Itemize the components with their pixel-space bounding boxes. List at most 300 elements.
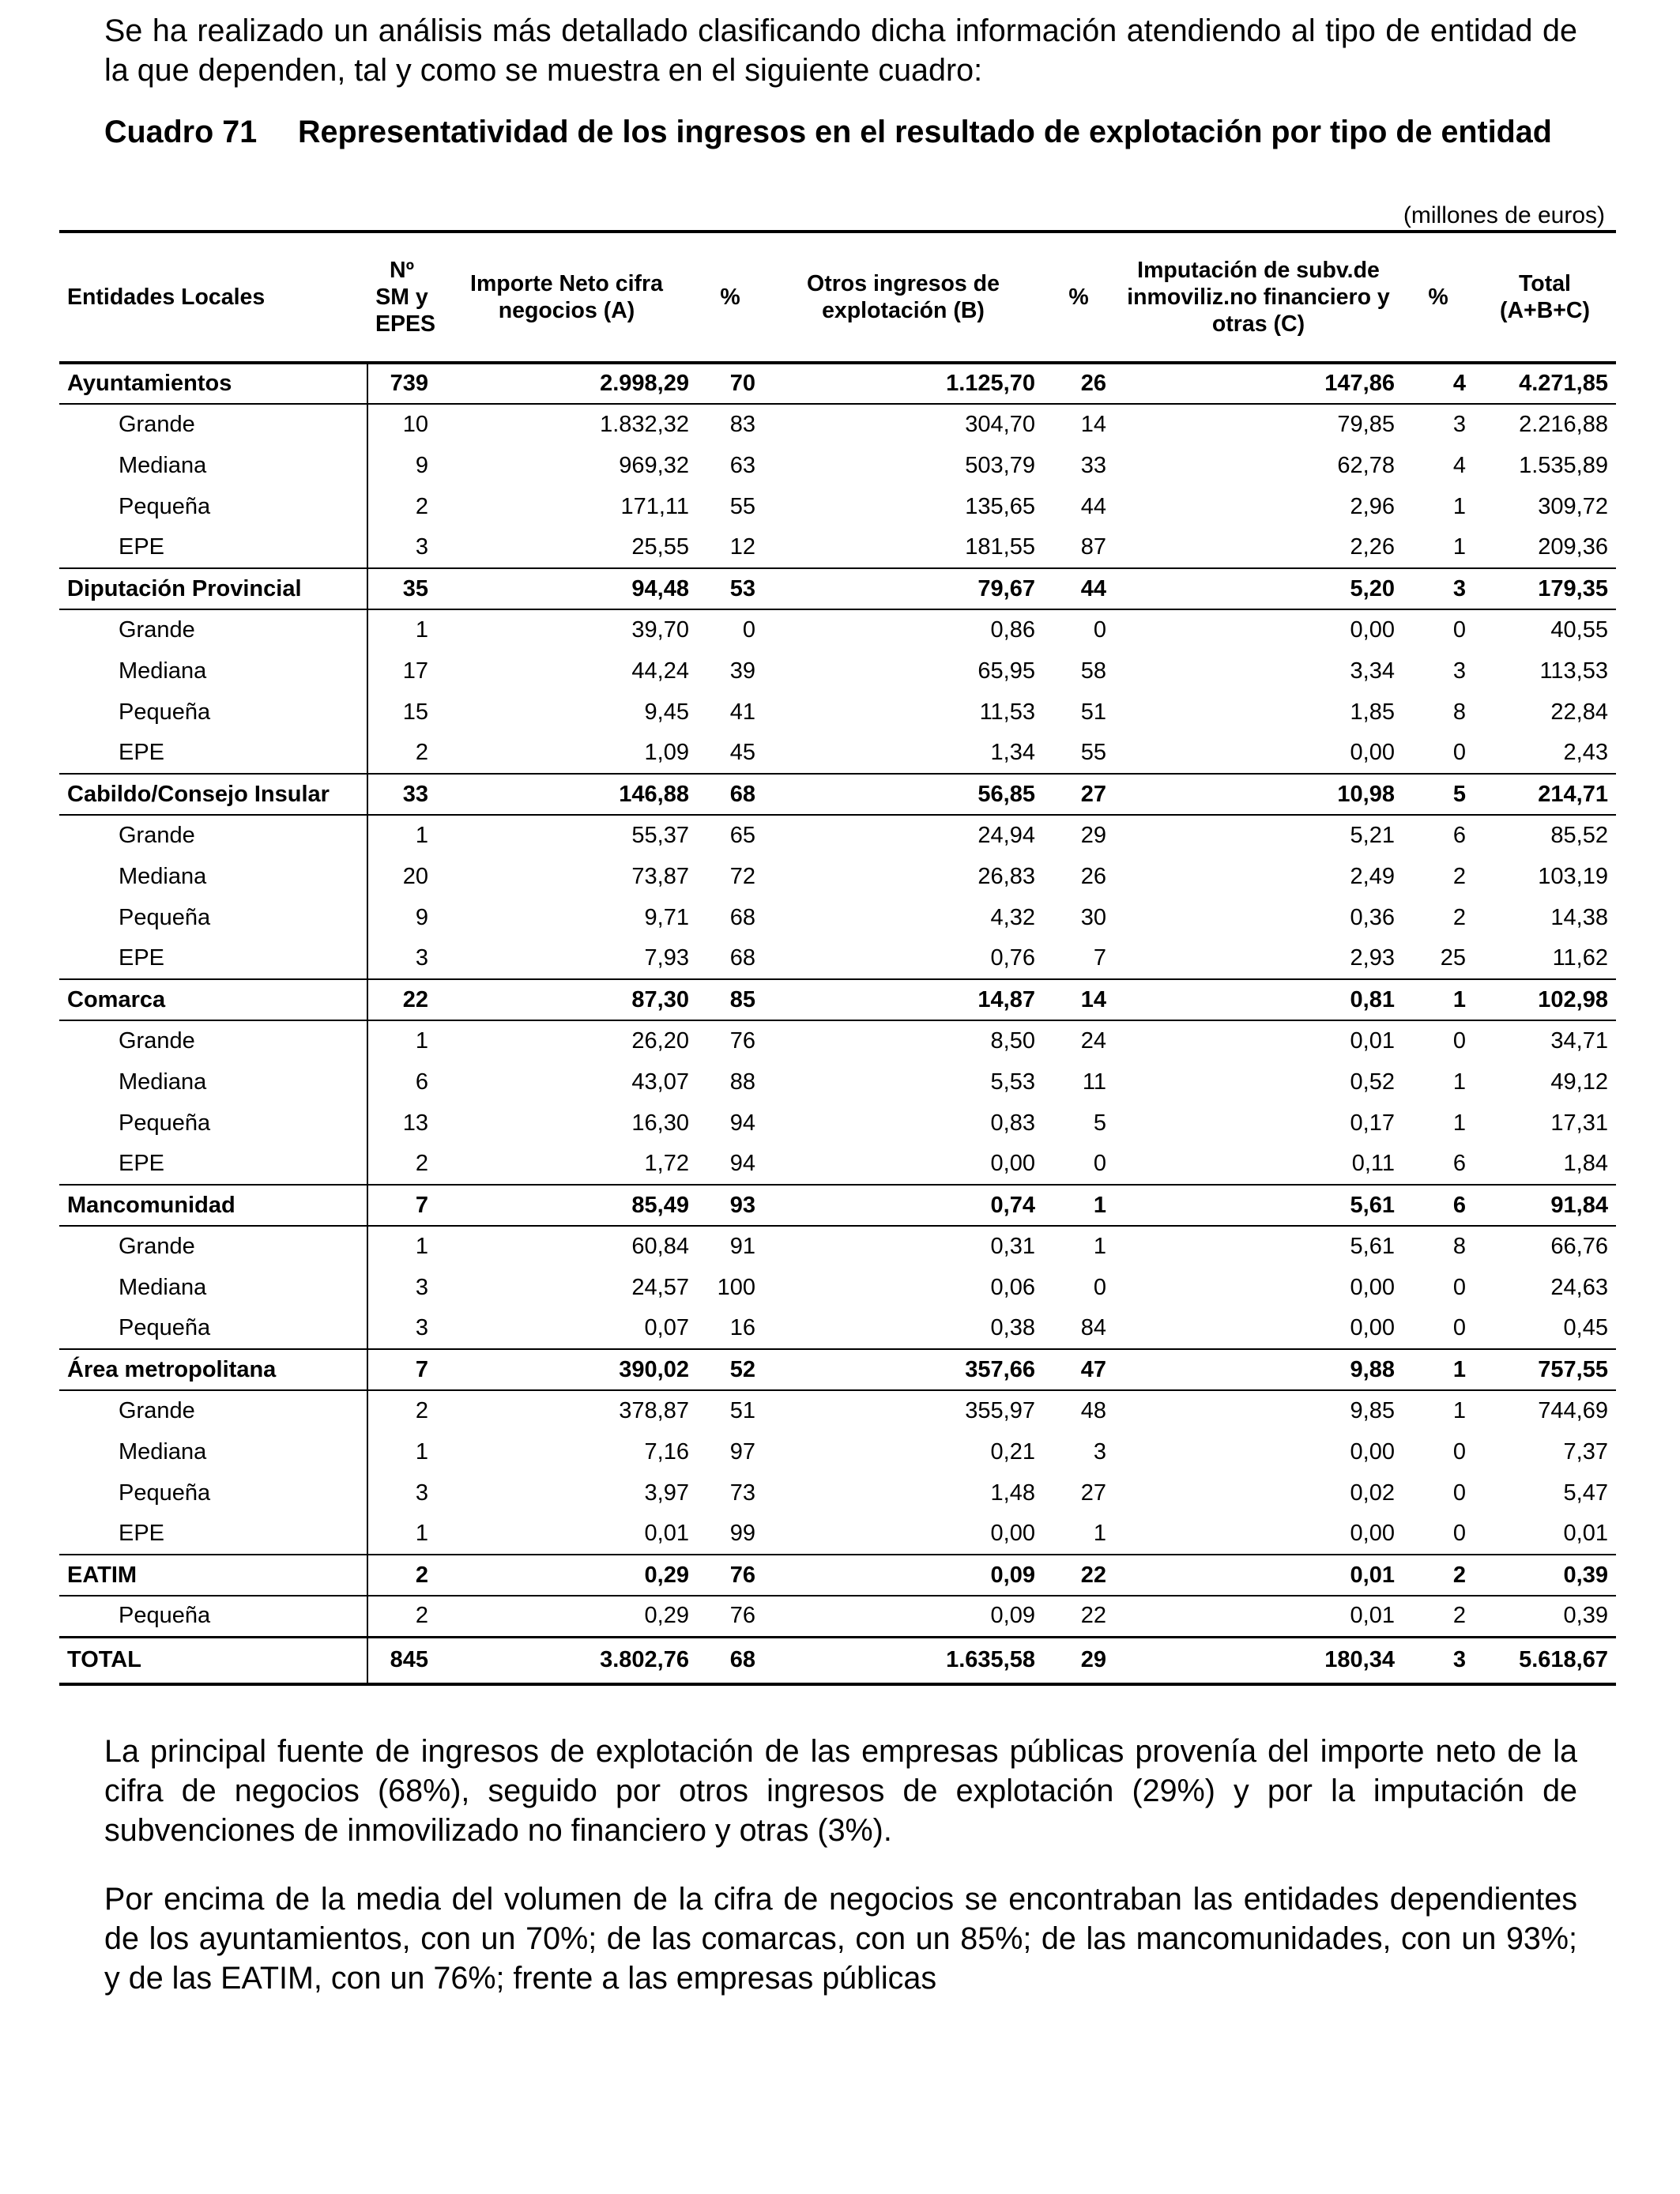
cell-num-sm: 2 [415, 1151, 428, 1176]
cell-pct-b: 22 [1080, 1603, 1106, 1629]
cell-total: 1,84 [1563, 1151, 1608, 1176]
cell-importe-neto: 7,16 [644, 1438, 689, 1465]
header-num-sm: Nº SM y EPES [367, 232, 436, 363]
cell-importe-neto: 73,87 [631, 863, 689, 889]
cell-total: 0,45 [1563, 1315, 1608, 1340]
cell-pct-b: 27 [1043, 774, 1114, 815]
cell-importe-neto: 60,84 [631, 1234, 689, 1259]
cell-pct-a: 65 [729, 823, 755, 848]
cell-imputacion: 5,20 [1114, 568, 1403, 609]
cell-pct-c: 2 [1403, 1555, 1474, 1596]
header-otros-ingresos: Otros ingresos de explotación (B) [763, 232, 1043, 363]
cell-entity-label: Mediana [59, 856, 367, 897]
cell-total: 7,37 [1563, 1438, 1608, 1465]
cell-pct-c: 3 [1403, 1637, 1474, 1684]
cell-pct-c: 1 [1452, 493, 1466, 519]
table-row [59, 1020, 1616, 1061]
table-row [59, 527, 1616, 568]
cell-pct-a: 76 [729, 1028, 755, 1054]
cell-pct-a: 85 [697, 979, 763, 1020]
cell-pct-c: 3 [1452, 658, 1466, 684]
table-row [59, 1061, 1616, 1103]
cell-importe-neto: 43,07 [631, 1069, 689, 1095]
cell-otros-ingresos: 56,85 [763, 774, 1043, 815]
cell-pct-a: 55 [729, 493, 755, 519]
table-row [59, 486, 1616, 527]
cell-imputacion: 79,85 [1337, 412, 1395, 437]
cell-pct-a: 41 [729, 699, 755, 725]
cell-total: 214,71 [1474, 774, 1616, 815]
cell-otros-ingresos: 5,53 [990, 1069, 1035, 1095]
cell-otros-ingresos: 135,65 [965, 493, 1035, 519]
cell-pct-a: 68 [729, 945, 755, 971]
cell-pct-a: 83 [729, 412, 755, 437]
cell-pct-b: 11 [1082, 1069, 1106, 1095]
cell-otros-ingresos: 304,70 [965, 412, 1035, 437]
cell-num-sm: 7 [367, 1349, 436, 1390]
cell-otros-ingresos: 0,38 [990, 1315, 1035, 1340]
cell-num-sm: 3 [415, 1274, 428, 1300]
cell-pct-a: 100 [717, 1274, 755, 1300]
cell-entity-label: EATIM [59, 1555, 367, 1596]
cell-pct-a: 97 [729, 1438, 755, 1465]
table-row [59, 1226, 1616, 1267]
cell-otros-ingresos: 0,31 [990, 1234, 1035, 1259]
cell-num-sm: 1 [415, 823, 428, 848]
cell-entity-label: Grande [59, 404, 367, 445]
cell-pct-c: 6 [1452, 823, 1466, 848]
cell-pct-b: 44 [1080, 493, 1106, 519]
cell-importe-neto: 87,30 [436, 979, 697, 1020]
header-pct-c: % [1403, 232, 1474, 363]
cell-entity-label: Grande [59, 815, 367, 856]
cell-total: 103,19 [1538, 863, 1608, 889]
cell-importe-neto: 9,71 [644, 904, 689, 930]
table-row [59, 445, 1616, 486]
cell-pct-b: 22 [1043, 1555, 1114, 1596]
cell-pct-a: 76 [697, 1555, 763, 1596]
table-group-row [59, 979, 1616, 1020]
cell-total: 34,71 [1550, 1028, 1608, 1054]
cell-entity-label: Grande [59, 1020, 367, 1061]
cell-otros-ingresos: 1,34 [990, 740, 1035, 765]
cell-num-sm: 1 [415, 1028, 428, 1054]
paragraph-2: Por encima de la media del volumen de la cifra de negocios se encontraban las entidades dependientes de los ayuntamientos, con un 70%; de las comarcas, con un 85%; de las mancomunidades, con un 93%; y de las EATIM, con un 76%; frente a las empresas públicas [104, 1882, 1577, 1996]
cell-importe-neto: 1,72 [644, 1151, 689, 1176]
cell-otros-ingresos: 0,76 [990, 945, 1035, 971]
table-row [59, 897, 1616, 938]
cell-entity-label: Pequeña [59, 897, 367, 938]
cell-pct-c: 2 [1452, 904, 1466, 930]
cell-imputacion: 2,93 [1350, 945, 1395, 971]
cell-num-sm: 3 [415, 534, 428, 560]
cell-pct-c: 0 [1452, 617, 1466, 643]
header-entidades: Entidades Locales [59, 232, 367, 363]
table-total-row [59, 1637, 1616, 1684]
cell-total: 85,52 [1550, 823, 1608, 848]
cell-importe-neto: 3.802,76 [436, 1637, 697, 1684]
cell-pct-c: 2 [1452, 863, 1466, 889]
cell-imputacion: 0,00 [1350, 1274, 1395, 1300]
cell-imputacion: 0,52 [1350, 1069, 1395, 1095]
cell-total: 0,01 [1563, 1521, 1608, 1546]
cell-imputacion: 0,00 [1350, 1438, 1395, 1465]
cell-entity-label: Grande [59, 1390, 367, 1431]
cell-entity-label: EPE [59, 1514, 367, 1555]
cell-pct-a: 94 [729, 1110, 755, 1136]
table-row [59, 1267, 1616, 1308]
cell-total: 40,55 [1550, 617, 1608, 643]
cell-importe-neto: 44,24 [631, 658, 689, 684]
cell-pct-a: 88 [729, 1069, 755, 1095]
cell-imputacion: 0,11 [1351, 1151, 1395, 1176]
cell-total: 22,84 [1550, 699, 1608, 725]
cell-pct-a: 12 [729, 534, 755, 560]
table-row [59, 1390, 1616, 1431]
table-caption [104, 113, 1577, 151]
cell-num-sm: 845 [367, 1637, 436, 1684]
cell-imputacion: 9,85 [1350, 1398, 1395, 1423]
cell-entity-label: Pequeña [59, 1103, 367, 1144]
cell-pct-b: 84 [1080, 1315, 1106, 1340]
cell-imputacion: 0,00 [1350, 617, 1395, 643]
cell-pct-c: 0 [1452, 1274, 1466, 1300]
cell-total: 309,72 [1538, 493, 1608, 519]
cell-total: 179,35 [1474, 568, 1616, 609]
income-table [59, 230, 1616, 1686]
caption-title: Representatividad de los ingresos en el resultado de explotación por tipo de entidad [298, 115, 1552, 149]
cell-total: 24,63 [1550, 1274, 1608, 1300]
table-row [59, 1596, 1616, 1637]
cell-num-sm: 17 [402, 658, 428, 684]
table-row [59, 650, 1616, 692]
cell-entity-label: EPE [59, 1144, 367, 1185]
cell-pct-a: 93 [697, 1185, 763, 1226]
cell-importe-neto: 26,20 [631, 1028, 689, 1054]
cell-entity-label: EPE [59, 527, 367, 568]
cell-total: 5,47 [1563, 1480, 1608, 1506]
cell-imputacion: 0,17 [1350, 1110, 1395, 1136]
cell-pct-b: 14 [1043, 979, 1114, 1020]
cell-entity-label: Pequeña [59, 1472, 367, 1514]
cell-imputacion: 0,01 [1350, 1028, 1395, 1054]
cell-pct-c: 4 [1452, 452, 1466, 478]
cell-num-sm: 2 [415, 740, 428, 765]
cell-pct-b: 14 [1080, 412, 1106, 437]
cell-imputacion: 0,00 [1350, 1521, 1395, 1546]
cell-entity-label: Mediana [59, 445, 367, 486]
cell-entity-label: Mediana [59, 1431, 367, 1472]
cell-imputacion: 3,34 [1350, 658, 1395, 684]
table-row [59, 404, 1616, 445]
cell-pct-a: 99 [729, 1521, 755, 1546]
cell-pct-c: 1 [1452, 1110, 1466, 1136]
cell-otros-ingresos: 0,86 [990, 617, 1035, 643]
table-row [59, 1308, 1616, 1349]
units-note: (millones de euros) [1403, 202, 1605, 228]
cell-pct-c: 1 [1403, 1349, 1474, 1390]
cell-pct-c: 0 [1452, 1521, 1466, 1546]
cell-pct-c: 0 [1452, 1315, 1466, 1340]
cell-total: 91,84 [1474, 1185, 1616, 1226]
cell-total: 66,76 [1550, 1234, 1608, 1259]
cell-entity-label: Pequeña [59, 692, 367, 733]
cell-total: 113,53 [1539, 658, 1608, 684]
cell-otros-ingresos: 181,55 [965, 534, 1035, 560]
cell-pct-b: 0 [1093, 1151, 1106, 1176]
cell-pct-a: 91 [729, 1234, 755, 1259]
cell-importe-neto: 3,97 [644, 1480, 689, 1506]
cell-entity-label: Ayuntamientos [59, 363, 367, 404]
cell-pct-c: 1 [1452, 1398, 1466, 1423]
cell-entity-label: Grande [59, 609, 367, 650]
cell-pct-a: 76 [729, 1603, 755, 1629]
cell-pct-a: 45 [729, 740, 755, 765]
cell-pct-b: 48 [1080, 1398, 1106, 1423]
cell-entity-label: Pequeña [59, 1596, 367, 1637]
cell-pct-c: 0 [1452, 1028, 1466, 1054]
table-row [59, 1431, 1616, 1472]
cell-num-sm: 1 [415, 1234, 428, 1259]
cell-pct-a: 51 [729, 1398, 755, 1423]
cell-otros-ingresos: 0,21 [990, 1438, 1035, 1465]
cell-otros-ingresos: 0,09 [763, 1555, 1043, 1596]
cell-entity-label: Pequeña [59, 486, 367, 527]
cell-pct-b: 51 [1080, 699, 1106, 725]
cell-pct-c: 8 [1452, 1234, 1466, 1259]
cell-pct-a: 72 [729, 863, 755, 889]
cell-entity-label: EPE [59, 733, 367, 774]
cell-otros-ingresos: 355,97 [965, 1398, 1035, 1423]
cell-num-sm: 3 [415, 945, 428, 971]
cell-pct-b: 44 [1043, 568, 1114, 609]
cell-importe-neto: 9,45 [644, 699, 689, 725]
cell-imputacion: 62,78 [1337, 452, 1395, 478]
cell-pct-b: 30 [1080, 904, 1106, 930]
cell-otros-ingresos: 503,79 [965, 452, 1035, 478]
cell-otros-ingresos: 0,00 [990, 1521, 1035, 1546]
cell-pct-c: 0 [1452, 740, 1466, 765]
cell-total: 1.535,89 [1519, 452, 1608, 478]
cell-imputacion: 5,61 [1350, 1234, 1395, 1259]
cell-entity-label: Comarca [59, 979, 367, 1020]
cell-otros-ingresos: 1.635,58 [763, 1637, 1043, 1684]
cell-num-sm: 2 [415, 1398, 428, 1423]
cell-entity-label: EPE [59, 938, 367, 979]
cell-importe-neto: 16,30 [631, 1110, 689, 1136]
cell-num-sm: 3 [415, 1315, 428, 1340]
cell-entity-label: Diputación Provincial [59, 568, 367, 609]
cell-total: 2.216,88 [1519, 412, 1608, 437]
cell-num-sm: 3 [415, 1480, 428, 1506]
table-header-row [59, 232, 1616, 363]
header-pct-a: % [697, 232, 763, 363]
cell-num-sm: 1 [415, 1438, 428, 1465]
cell-total: 11,62 [1552, 945, 1608, 971]
cell-pct-a: 94 [729, 1151, 755, 1176]
table-row [59, 1472, 1616, 1514]
header-importe-neto: Importe Neto cifra negocios (A) [436, 232, 697, 363]
cell-pct-c: 0 [1452, 1438, 1466, 1465]
cell-imputacion: 0,00 [1350, 740, 1395, 765]
cell-pct-c: 25 [1440, 945, 1466, 971]
cell-importe-neto: 0,01 [644, 1521, 689, 1546]
cell-pct-a: 63 [729, 452, 755, 478]
cell-imputacion: 0,02 [1350, 1480, 1395, 1506]
cell-importe-neto: 1.832,32 [600, 412, 689, 437]
table-row [59, 609, 1616, 650]
cell-otros-ingresos: 4,32 [990, 904, 1035, 930]
cell-num-sm: 2 [367, 1555, 436, 1596]
cell-importe-neto: 146,88 [436, 774, 697, 815]
header-pct-b: % [1043, 232, 1114, 363]
cell-importe-neto: 24,57 [631, 1274, 689, 1300]
cell-num-sm: 9 [415, 904, 428, 930]
cell-imputacion: 9,88 [1114, 1349, 1403, 1390]
cell-otros-ingresos: 1.125,70 [763, 363, 1043, 404]
cell-pct-a: 53 [697, 568, 763, 609]
cell-pct-a: 52 [697, 1349, 763, 1390]
cell-pct-a: 68 [697, 774, 763, 815]
cell-total: 49,12 [1550, 1069, 1608, 1095]
cell-total: 5.618,67 [1474, 1637, 1616, 1684]
cell-importe-neto: 39,70 [631, 617, 689, 643]
cell-otros-ingresos: 0,06 [990, 1274, 1035, 1300]
cell-total: 744,69 [1538, 1398, 1608, 1423]
cell-otros-ingresos: 0,09 [990, 1603, 1035, 1629]
table-row [59, 1103, 1616, 1144]
cell-pct-b: 47 [1043, 1349, 1114, 1390]
cell-otros-ingresos: 8,50 [990, 1028, 1035, 1054]
cell-num-sm: 7 [367, 1185, 436, 1226]
cell-importe-neto: 0,29 [436, 1555, 697, 1596]
cell-imputacion: 5,21 [1350, 823, 1395, 848]
cell-imputacion: 0,01 [1114, 1555, 1403, 1596]
cell-pct-a: 68 [697, 1637, 763, 1684]
cell-importe-neto: 378,87 [619, 1398, 689, 1423]
table-row [59, 938, 1616, 979]
cell-total: 209,36 [1538, 534, 1608, 560]
cell-pct-c: 0 [1452, 1480, 1466, 1506]
cell-importe-neto: 390,02 [436, 1349, 697, 1390]
cell-total: 0,39 [1474, 1555, 1616, 1596]
cell-num-sm: 9 [415, 452, 428, 478]
table-group-row [59, 568, 1616, 609]
cell-total: 757,55 [1474, 1349, 1616, 1390]
cell-imputacion: 2,49 [1350, 863, 1395, 889]
cell-total: 4.271,85 [1474, 363, 1616, 404]
cell-imputacion: 0,81 [1114, 979, 1403, 1020]
cell-pct-c: 6 [1403, 1185, 1474, 1226]
cell-importe-neto: 969,32 [619, 452, 689, 478]
cell-otros-ingresos: 0,00 [990, 1151, 1035, 1176]
cell-pct-b: 24 [1080, 1028, 1106, 1054]
cell-importe-neto: 0,07 [644, 1315, 689, 1340]
cell-pct-a: 16 [729, 1315, 755, 1340]
table-row [59, 856, 1616, 897]
cell-imputacion: 147,86 [1114, 363, 1403, 404]
cell-importe-neto: 25,55 [631, 534, 689, 560]
cell-pct-a: 73 [729, 1480, 755, 1506]
cell-entity-label: Mediana [59, 650, 367, 692]
table-row [59, 1144, 1616, 1185]
table-body [59, 363, 1616, 1684]
cell-entity-label: Área metropolitana [59, 1349, 367, 1390]
cell-pct-b: 26 [1043, 363, 1114, 404]
table-group-row [59, 774, 1616, 815]
cell-imputacion: 10,98 [1114, 774, 1403, 815]
table-group-row [59, 1185, 1616, 1226]
cell-pct-a: 68 [729, 904, 755, 930]
cell-pct-b: 3 [1093, 1438, 1106, 1465]
cell-importe-neto: 2.998,29 [436, 363, 697, 404]
cell-pct-c: 4 [1403, 363, 1474, 404]
cell-otros-ingresos: 0,83 [990, 1110, 1035, 1136]
cell-total: 0,39 [1563, 1603, 1608, 1629]
cell-num-sm: 20 [402, 863, 428, 889]
cell-otros-ingresos: 1,48 [990, 1480, 1035, 1506]
cell-num-sm: 15 [402, 699, 428, 725]
cell-entity-label: Cabildo/Consejo Insular [59, 774, 367, 815]
cell-num-sm: 33 [367, 774, 436, 815]
cell-importe-neto: 85,49 [436, 1185, 697, 1226]
cell-num-sm: 1 [415, 617, 428, 643]
cell-entity-label: TOTAL [59, 1637, 367, 1684]
cell-pct-b: 27 [1080, 1480, 1106, 1506]
cell-otros-ingresos: 357,66 [763, 1349, 1043, 1390]
cell-otros-ingresos: 14,87 [763, 979, 1043, 1020]
cell-total: 17,31 [1550, 1110, 1608, 1136]
cell-entity-label: Grande [59, 1226, 367, 1267]
cell-pct-b: 1 [1093, 1521, 1106, 1546]
cell-pct-b: 87 [1080, 534, 1106, 560]
table-row [59, 733, 1616, 774]
cell-total: 14,38 [1550, 904, 1608, 930]
cell-num-sm: 13 [402, 1110, 428, 1136]
cell-num-sm: 739 [367, 363, 436, 404]
table-row [59, 815, 1616, 856]
cell-pct-c: 6 [1452, 1151, 1466, 1176]
cell-imputacion: 2,26 [1350, 534, 1395, 560]
cell-imputacion: 0,01 [1350, 1603, 1395, 1629]
caption-number: Cuadro 71 [104, 115, 258, 149]
cell-otros-ingresos: 79,67 [763, 568, 1043, 609]
cell-num-sm: 1 [415, 1521, 428, 1546]
table-row [59, 692, 1616, 733]
cell-pct-a: 70 [697, 363, 763, 404]
cell-imputacion: 1,85 [1350, 699, 1395, 725]
cell-importe-neto: 0,29 [644, 1603, 689, 1629]
cell-num-sm: 35 [367, 568, 436, 609]
cell-otros-ingresos: 0,74 [763, 1185, 1043, 1226]
cell-pct-c: 1 [1452, 1069, 1466, 1095]
cell-num-sm: 22 [367, 979, 436, 1020]
table-group-row [59, 1349, 1616, 1390]
table-row [59, 1514, 1616, 1555]
cell-entity-label: Mancomunidad [59, 1185, 367, 1226]
cell-pct-b: 0 [1093, 617, 1106, 643]
cell-total: 2,43 [1563, 740, 1608, 765]
cell-imputacion: 0,36 [1350, 904, 1395, 930]
cell-entity-label: Mediana [59, 1267, 367, 1308]
cell-pct-b: 1 [1043, 1185, 1114, 1226]
cell-pct-c: 1 [1403, 979, 1474, 1020]
header-total: Total (A+B+C) [1474, 232, 1616, 363]
cell-pct-b: 5 [1093, 1110, 1106, 1136]
cell-pct-b: 1 [1093, 1234, 1106, 1259]
table-group-row [59, 363, 1616, 404]
cell-pct-a: 39 [729, 658, 755, 684]
